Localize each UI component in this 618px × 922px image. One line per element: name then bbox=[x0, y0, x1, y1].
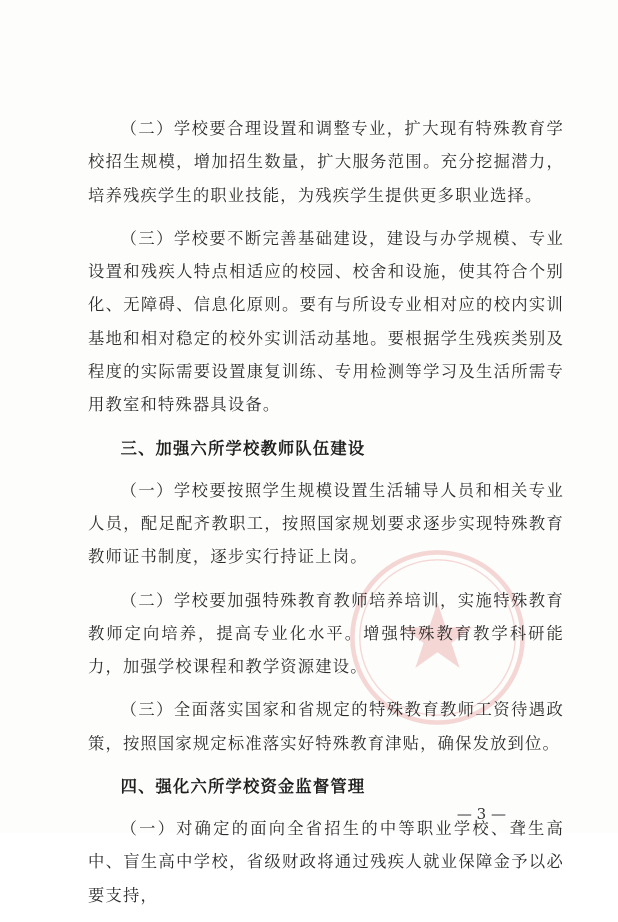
paragraph-3-2: （二）学校要加强特殊教育教师培养培训，实施特殊教育教师定向培养，提高专业化水平。增强特殊教育教学科研能力，加强学校课程和教学资源建设。 bbox=[88, 590, 564, 677]
paragraph-4-1: （一）对确定的面向全省招生的中等职业学校、聋生高中、盲生高中学校，省级财政将通过残疾人就业保障金予以必要支持， bbox=[88, 819, 564, 905]
document-body bbox=[88, 112, 564, 922]
paragraph-2-2: （二）学校要合理设置和调整专业，扩大现有特殊教育学校招生规模，增加招生数量，扩大服务范围。充分挖掘潜力，培养残疾学生的职业技能，为残疾学生提供更多职业选择。 bbox=[88, 119, 564, 205]
section-heading-4: 四、强化六所学校资金监督管理 bbox=[120, 777, 366, 797]
paragraph-2-3: （三）学校要不断完善基础建设，建设与办学规模、专业设置和残疾人特点相适应的校园、校舍和设施，使其符合个别化、无障碍、信息化原则。要有与所设专业相对应的校内实训基地和相对稳定的校外实训活动基地。要根据学生残疾类别及程度的实际需要设置康复训练、专用检测等学习及生活所需专用教室和特殊器具设备。 bbox=[88, 228, 564, 415]
paragraph-3-1: （一）学校要按照学生规模设置生活辅导人员和相关专业人员，配足配齐教职工，按照国家规划要求逐步实现特殊教育教师证书制度，逐步实行持证上岗。 bbox=[88, 480, 564, 567]
page-number: — 3 — bbox=[456, 805, 506, 823]
section-heading-3: 三、加强六所学校教师队伍建设 bbox=[120, 438, 366, 458]
paragraph-3-3: （三）全面落实国家和省规定的特殊教育教师工资待遇政策，按照国家规定标准落实好特殊教育津贴，确保发放到位。 bbox=[88, 700, 564, 753]
